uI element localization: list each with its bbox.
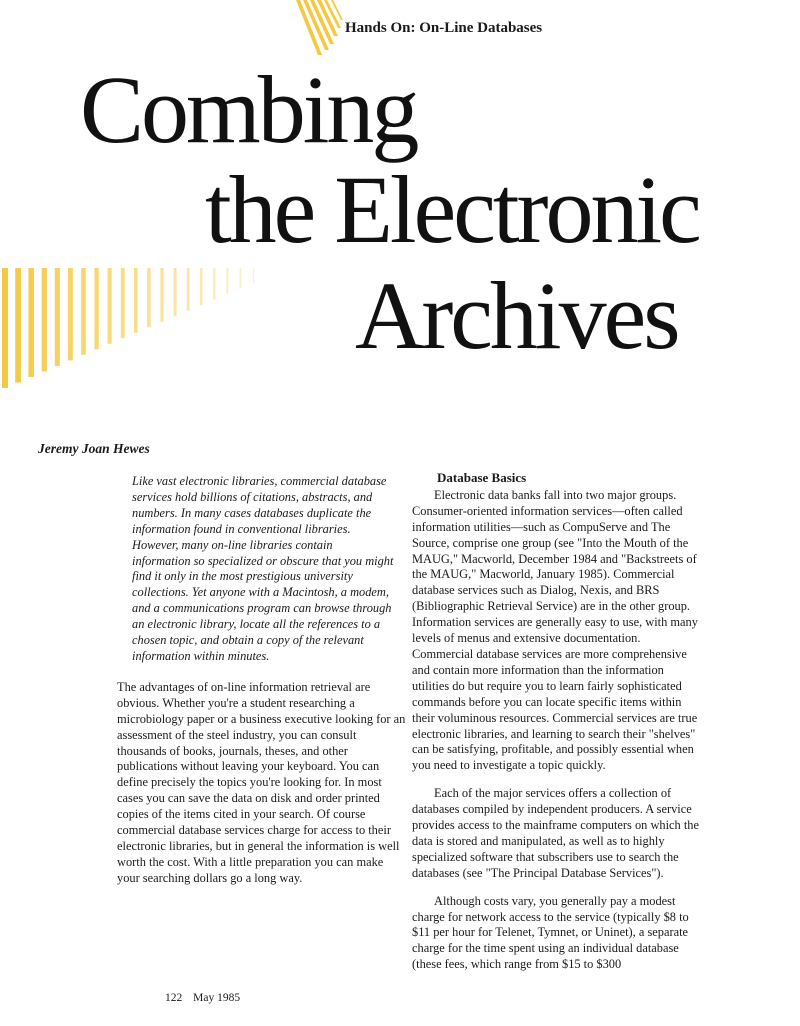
body-paragraph-left: The advantages of on-line information retrieval are obvious. Whether you're a student researching a microbiology paper or a business executive looking for an assessment of the steel industry, you can consult thousands of books, journals, theses, and other publications without leaving your keyboard. You can define precisely the topics you're looking for. In most cases you can save the data on disk and order printed copies of the items cited in your search. Of course commercial database services charge for access to their electronic libraries, but in general the information is well worth the cost. With a little preparation you can make your searching dollars go a long way. bbox=[117, 679, 406, 885]
headline-line-2: the Electronic bbox=[205, 156, 699, 263]
section-heading: Database Basics bbox=[437, 470, 527, 485]
section-paragraph-2: Each of the major services offers a collection of databases compiled by independent producers. A service provides access to the mainframe computers on which the data is stored and manipulated, as well as to highly specialized software that subscribers use to search the databases (see "The Principal Database Services"). bbox=[412, 786, 699, 880]
section-paragraph-1: Electronic data banks fall into two major groups. Consumer-oriented information services—often called information utilities—such as CompuServe and The Source, comprise one group (see "Into the Mouth of the MAUG," Macworld, December 1984 and "Backstreets of the MAUG," Macworld, January 1985). Commercial database services such as Dialog, Nexis, and BRS (Bibliographic Retrieval Service) are in the other group. Information services are generally easy to use, with many levels of menus and extensive documentation. Commercial database services are more comprehensive and contain more information than the information utilities do but require you to learn fairly sophisticated commands before you can locate specific items within their voluminous resources. Commercial services are true electronic libraries, and learning to search their "shelves" can be satisfying, profitable, and possibly essential when you need to investigate a topic quickly. bbox=[412, 487, 698, 773]
section-paragraph-3: Although costs vary, you generally pay a modest charge for network access to the service (typically $8 to $11 per hour for Telenet, Tymnet, or Uninet), a separate charge for the time spent using an individual database (these fees, which range from $15 to $300 bbox=[412, 893, 689, 972]
issue-date: May 1985 bbox=[193, 992, 241, 1004]
headline-line-1: Combing bbox=[80, 56, 417, 163]
decorative-stripes-top bbox=[292, 0, 352, 55]
page-footer bbox=[165, 992, 240, 1004]
left-column bbox=[117, 474, 407, 887]
right-column bbox=[412, 470, 702, 973]
section-kicker: Hands On: On-Line Databases bbox=[345, 20, 543, 36]
decorative-stripes-left bbox=[0, 268, 270, 390]
intro-deck: Like vast electronic libraries, commercial database services hold billions of citations, abstracts, and numbers. In many cases databases duplicate the information found in conventional libraries. However, many on-line libraries contain information so specialized or obscure that you might find it only in the most prestigious university collections. Yet anyone with a Macintosh, a modem, and a communications program can browse through an electronic library, locate all the references to a chosen topic, and obtain a copy of the relevant information within minutes. bbox=[132, 474, 394, 663]
headline-line-3: Archives bbox=[355, 262, 678, 369]
author-byline: Jeremy Joan Hewes bbox=[38, 441, 150, 456]
page-number: 122 bbox=[165, 992, 183, 1004]
